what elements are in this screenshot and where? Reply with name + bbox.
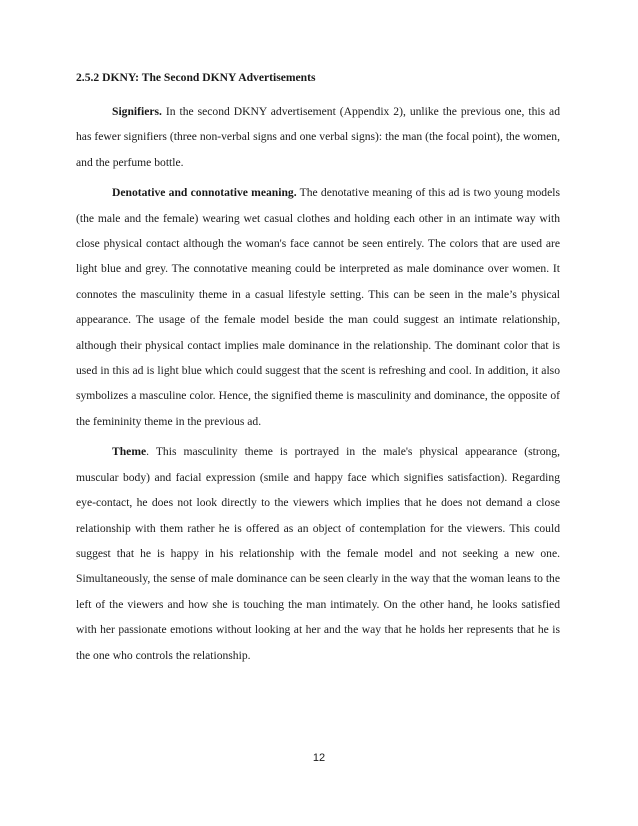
paragraph-text-meaning: The denotative meaning of this ad is two young models (the male and the female) wearing wet casual clothes and holding each other in an intimate way with close physical contact although the woman's face cannot be seen entirely. The colors that are used are light blue and grey. The connotative meaning could be interpreted as male dominance over women. It connotes the masculinity theme in a casual lifestyle setting. This can be seen in the male’s physical appearance. The usage of the female model beside the man could suggest an intimate relationship, although their physical contact implies male dominance in the relationship. The dominant color that is used in this ad is light blue which could suggest that the scent is refreshing and cool. In addition, it also symbolizes a masculine color. Hence, the signified theme is masculinity and dominance, the opposite of the femininity theme in the previous ad. — [76, 186, 560, 428]
paragraph-lead-meaning: Denotative and connotative meaning. — [112, 186, 297, 200]
paragraph-text-signifiers: In the second DKNY advertisement (Appendix 2), unlike the previous one, this ad has fewer signifiers (three non-verbal signs and one verbal signs): the man (the focal point), the women, and the perfume bottle. — [76, 105, 560, 169]
page-number: 12 — [312, 752, 326, 764]
paragraph-lead-signifiers: Signifiers. — [112, 105, 162, 118]
paragraph-signifiers — [76, 99, 560, 175]
paragraph-meaning — [76, 180, 560, 434]
section-heading: 2.5.2 DKNY: The Second DKNY Advertisements — [76, 71, 316, 84]
paragraph-lead-theme: Theme — [112, 445, 147, 459]
paragraph-theme — [76, 439, 560, 668]
document-page — [76, 68, 560, 673]
paragraph-text-theme: . This masculinity theme is portrayed in the male's physical appearance (strong, muscular body) and facial expression (smile and happy face which signifies satisfaction). Regarding eye-contact, he does not look directly to the viewers which implies that he does not demand a close relationship with them rather he is offered as an object of contemplation for the viewers. This could suggest that he is happy in his relationship with the female model and not seeking a new one. Simultaneously, the sense of male dominance can be seen clearly in the way that the woman leans to the left of the viewers and how she is touching the man intimately. On the other hand, he looks satisfied with her passionate emotions without looking at her and the way that he holds her represents that he is the one who controls the relationship. — [76, 445, 560, 662]
